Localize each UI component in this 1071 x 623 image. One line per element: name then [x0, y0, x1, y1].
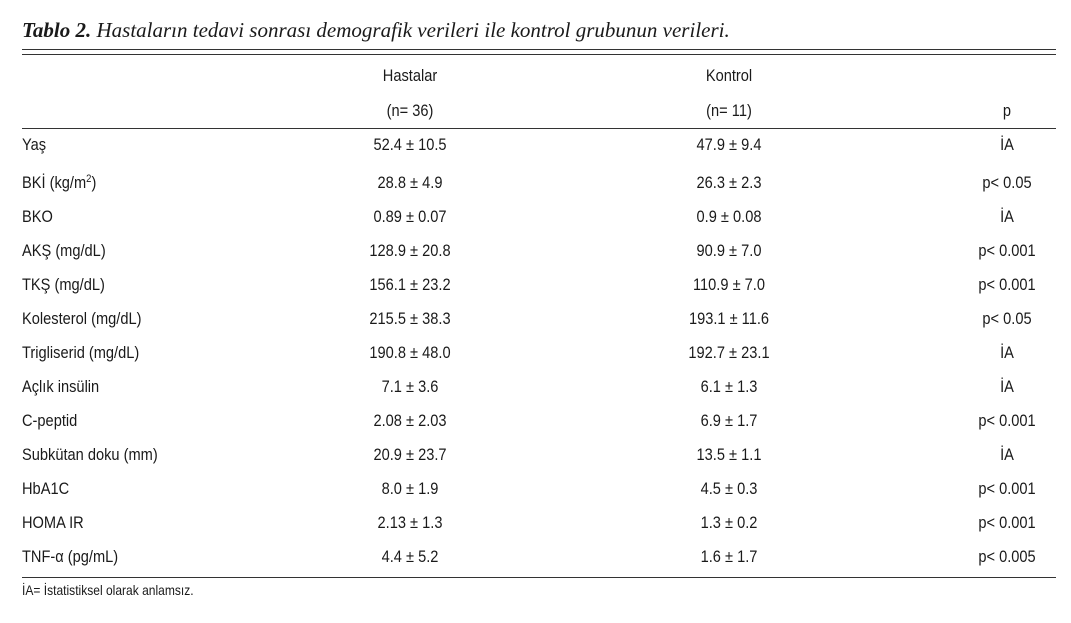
row-label: HbA1C	[22, 479, 70, 498]
col-header-hastalar-n: (n= 36)	[386, 101, 434, 120]
row-label: BKO	[22, 207, 53, 226]
cell-p-value: p< 0.005	[978, 547, 1036, 566]
cell-hastalar: 190.8 ± 48.0	[369, 343, 451, 362]
cell-p-value: İA	[1000, 343, 1014, 362]
cell-kontrol: 0.9 ± 0.08	[696, 207, 762, 226]
cell-kontrol: 192.7 ± 23.1	[688, 343, 770, 362]
row-label: AKŞ (mg/dL)	[22, 241, 106, 260]
cell-p-value: p< 0.001	[978, 479, 1036, 498]
cell-hastalar: 128.9 ± 20.8	[369, 241, 451, 260]
row-label: C-peptid	[22, 411, 78, 430]
cell-kontrol: 110.9 ± 7.0	[693, 275, 765, 294]
row-label: Kolesterol (mg/dL)	[22, 309, 142, 328]
header-rule	[22, 128, 1056, 129]
cell-p-value: p< 0.001	[978, 241, 1036, 260]
cell-p-value: p< 0.05	[982, 173, 1032, 192]
top-double-rule	[22, 49, 1056, 55]
cell-p-value: p< 0.001	[978, 275, 1036, 294]
row-label: BKİ $(kg/m^2)$	[22, 173, 97, 192]
cell-p-value: p< 0.001	[978, 411, 1036, 430]
cell-hastalar: 28.8 ± 4.9	[377, 173, 443, 192]
cell-p-value: p< 0.001	[978, 513, 1036, 532]
table-label: Tablo 2.	[22, 18, 92, 42]
cell-hastalar: 0.89 ± 0.07	[373, 207, 447, 226]
table-title: Hastaların tedavi sonrası demografik verileri ile kontrol grubunun verileri.	[96, 18, 730, 42]
row-label: Trigliserid (mg/dL)	[22, 343, 140, 362]
cell-kontrol: 1.6 ± 1.7	[700, 547, 758, 566]
cell-p-value: İA	[1000, 207, 1014, 226]
col-header-hastalar: Hastalar	[382, 66, 438, 85]
row-label: HOMA IR	[22, 513, 84, 532]
cell-hastalar: 52.4 ± 10.5	[373, 135, 447, 154]
cell-hastalar: 156.1 ± 23.2	[369, 275, 451, 294]
cell-kontrol: 193.1 ± 11.6	[688, 309, 770, 328]
col-header-kontrol-n: (n= 11)	[706, 101, 752, 120]
cell-kontrol: 26.3 ± 2.3	[696, 173, 762, 192]
col-header-kontrol: Kontrol	[705, 66, 753, 85]
cell-kontrol: 6.1 ± 1.3	[700, 377, 758, 396]
cell-hastalar: 7.1 ± 3.6	[381, 377, 439, 396]
cell-kontrol: 1.3 ± 0.2	[700, 513, 758, 532]
cell-hastalar: 215.5 ± 38.3	[369, 309, 451, 328]
cell-hastalar: 2.08 ± 2.03	[373, 411, 447, 430]
cell-kontrol: 90.9 ± 7.0	[696, 241, 762, 260]
row-label: Yaş	[22, 135, 47, 154]
cell-kontrol: 47.9 ± 9.4	[696, 135, 762, 154]
cell-p-value: İA	[1000, 135, 1014, 154]
row-label: TNF-α (pg/mL)	[22, 547, 119, 566]
cell-hastalar: 8.0 ± 1.9	[381, 479, 439, 498]
table-caption	[22, 18, 730, 43]
row-label: Subkütan doku (mm)	[22, 445, 158, 464]
bottom-rule	[22, 577, 1056, 578]
cell-p-value: İA	[1000, 377, 1014, 396]
cell-p-value: İA	[1000, 445, 1014, 464]
cell-kontrol: 6.9 ± 1.7	[700, 411, 758, 430]
cell-kontrol: 13.5 ± 1.1	[696, 445, 762, 464]
cell-kontrol: 4.5 ± 0.3	[700, 479, 758, 498]
row-label: TKŞ (mg/dL)	[22, 275, 105, 294]
cell-hastalar: 20.9 ± 23.7	[373, 445, 447, 464]
row-label: Açlık insülin	[22, 377, 100, 396]
cell-hastalar: 2.13 ± 1.3	[377, 513, 443, 532]
cell-p-value: p< 0.05	[982, 309, 1032, 328]
cell-hastalar: 4.4 ± 5.2	[381, 547, 439, 566]
col-header-p: p	[1002, 101, 1012, 120]
footnote: İA= İstatistiksel olarak anlamsız.	[22, 582, 194, 598]
